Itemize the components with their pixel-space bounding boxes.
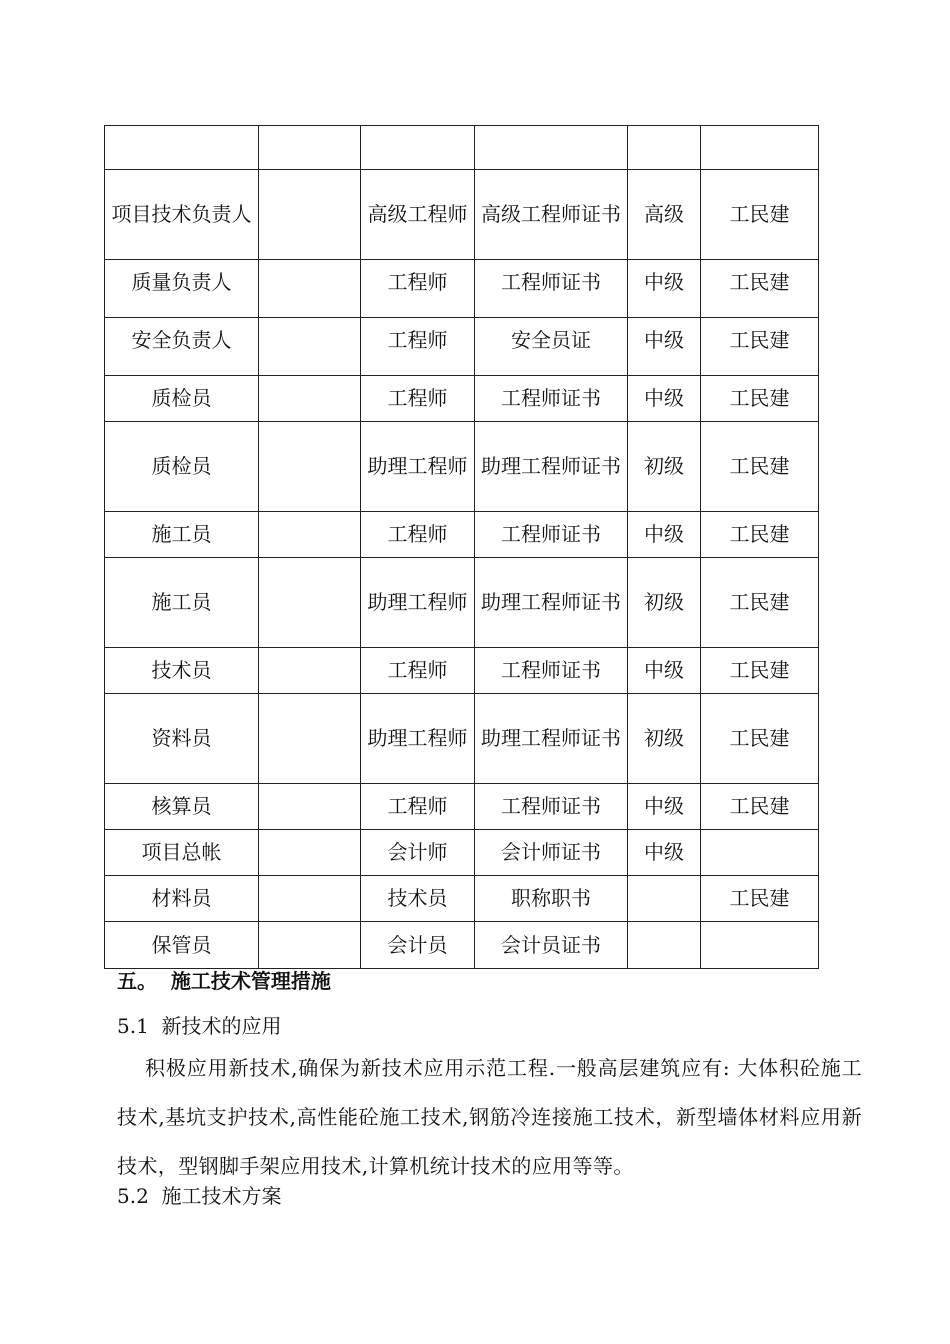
table-cell: 工民建 bbox=[701, 170, 819, 260]
table-cell bbox=[259, 694, 361, 784]
table-row bbox=[105, 170, 819, 260]
table-cell: 工程师证书 bbox=[475, 512, 628, 558]
table-cell: 核算员 bbox=[105, 784, 259, 830]
table-cell bbox=[701, 922, 819, 969]
table-cell: 职称职书 bbox=[475, 876, 628, 922]
table-cell: 中级 bbox=[628, 376, 701, 422]
table-cell bbox=[259, 648, 361, 694]
table-cell bbox=[259, 784, 361, 830]
table-cell: 质量负责人 bbox=[105, 260, 259, 318]
table-cell bbox=[259, 126, 361, 170]
table-cell: 助理工程师 bbox=[361, 422, 475, 512]
table-cell: 技术员 bbox=[361, 876, 475, 922]
table-cell: 会计员 bbox=[361, 922, 475, 969]
table-cell: 项目技术负责人 bbox=[105, 170, 259, 260]
table-cell: 工民建 bbox=[701, 784, 819, 830]
table-cell: 高级 bbox=[628, 170, 701, 260]
table-row bbox=[105, 260, 819, 318]
table-cell bbox=[361, 126, 475, 170]
section-heading: 五。 施工技术管理措施 bbox=[117, 969, 331, 993]
table-cell: 工民建 bbox=[701, 694, 819, 784]
table-cell bbox=[259, 170, 361, 260]
table-cell: 高级工程师 bbox=[361, 170, 475, 260]
table-cell bbox=[259, 260, 361, 318]
table-row bbox=[105, 126, 819, 170]
table-cell: 项目总帐 bbox=[105, 830, 259, 876]
table-cell: 工民建 bbox=[701, 422, 819, 512]
table-cell: 工民建 bbox=[701, 376, 819, 422]
table-cell bbox=[628, 922, 701, 969]
table-cell: 助理工程师证书 bbox=[475, 422, 628, 512]
table-cell: 助理工程师证书 bbox=[475, 694, 628, 784]
table-cell: 高级工程师证书 bbox=[475, 170, 628, 260]
table-cell bbox=[259, 830, 361, 876]
table-cell: 初级 bbox=[628, 558, 701, 648]
table-cell: 工民建 bbox=[701, 318, 819, 376]
table-cell: 工民建 bbox=[701, 260, 819, 318]
table-cell: 资料员 bbox=[105, 694, 259, 784]
table-cell: 工程师证书 bbox=[475, 260, 628, 318]
table-cell: 保管员 bbox=[105, 922, 259, 969]
table-cell: 助理工程师 bbox=[361, 558, 475, 648]
table-cell: 中级 bbox=[628, 648, 701, 694]
subsection-heading: 5.2 施工技术方案 bbox=[117, 1184, 282, 1208]
table-cell bbox=[259, 318, 361, 376]
table-cell: 工程师 bbox=[361, 648, 475, 694]
table-cell bbox=[105, 126, 259, 170]
table-cell: 施工员 bbox=[105, 512, 259, 558]
table-row bbox=[105, 422, 819, 512]
table-cell: 助理工程师证书 bbox=[475, 558, 628, 648]
table-cell: 安全负责人 bbox=[105, 318, 259, 376]
table-cell: 工民建 bbox=[701, 648, 819, 694]
table-cell: 初级 bbox=[628, 694, 701, 784]
table-cell: 工程师 bbox=[361, 784, 475, 830]
table-row bbox=[105, 558, 819, 648]
table-cell: 助理工程师 bbox=[361, 694, 475, 784]
table-cell: 工民建 bbox=[701, 558, 819, 648]
table-cell: 质检员 bbox=[105, 422, 259, 512]
table-cell bbox=[259, 422, 361, 512]
table-cell: 工民建 bbox=[701, 876, 819, 922]
table-cell: 工程师证书 bbox=[475, 784, 628, 830]
table-cell: 中级 bbox=[628, 512, 701, 558]
table-cell bbox=[259, 876, 361, 922]
table-cell: 工程师 bbox=[361, 512, 475, 558]
table-row bbox=[105, 784, 819, 830]
table-cell bbox=[259, 376, 361, 422]
table-cell: 施工员 bbox=[105, 558, 259, 648]
staff-qualification-table bbox=[104, 125, 819, 969]
table-cell bbox=[259, 922, 361, 969]
body-paragraph: 积极应用新技术,确保为新技术应用示范工程.一般高层建筑应有: 大体积砼施工技术,基坑支护技术,高性能砼施工技术,钢筋冷连接施工技术，新型墙体材料应用新技术，型钢脚手架应用技术,计算机统计技术的应用等等。 bbox=[117, 1056, 862, 1178]
table-cell: 工程师证书 bbox=[475, 648, 628, 694]
table-cell bbox=[701, 830, 819, 876]
table-cell bbox=[628, 126, 701, 170]
table-cell: 材料员 bbox=[105, 876, 259, 922]
table-cell: 会计员证书 bbox=[475, 922, 628, 969]
table-cell: 会计师 bbox=[361, 830, 475, 876]
table-cell: 工民建 bbox=[701, 512, 819, 558]
subsection-heading: 5.1 新技术的应用 bbox=[117, 1014, 282, 1038]
table-row bbox=[105, 694, 819, 784]
table-cell: 中级 bbox=[628, 784, 701, 830]
table-cell bbox=[628, 876, 701, 922]
table-cell: 工程师证书 bbox=[475, 376, 628, 422]
table-cell bbox=[475, 126, 628, 170]
table-row bbox=[105, 648, 819, 694]
table-cell: 会计师证书 bbox=[475, 830, 628, 876]
table-row bbox=[105, 512, 819, 558]
table-cell: 初级 bbox=[628, 422, 701, 512]
table-row bbox=[105, 876, 819, 922]
table-row bbox=[105, 318, 819, 376]
table-cell bbox=[259, 512, 361, 558]
table-cell: 中级 bbox=[628, 830, 701, 876]
table-cell: 质检员 bbox=[105, 376, 259, 422]
table-cell bbox=[701, 126, 819, 170]
table-cell: 工程师 bbox=[361, 260, 475, 318]
table-cell: 技术员 bbox=[105, 648, 259, 694]
table-row bbox=[105, 376, 819, 422]
table-row bbox=[105, 830, 819, 876]
table-cell bbox=[259, 558, 361, 648]
table-row bbox=[105, 922, 819, 969]
table-cell: 安全员证 bbox=[475, 318, 628, 376]
table-cell: 中级 bbox=[628, 260, 701, 318]
table-cell: 工程师 bbox=[361, 318, 475, 376]
table-cell: 工程师 bbox=[361, 376, 475, 422]
table-body bbox=[105, 126, 819, 969]
table-cell: 中级 bbox=[628, 318, 701, 376]
